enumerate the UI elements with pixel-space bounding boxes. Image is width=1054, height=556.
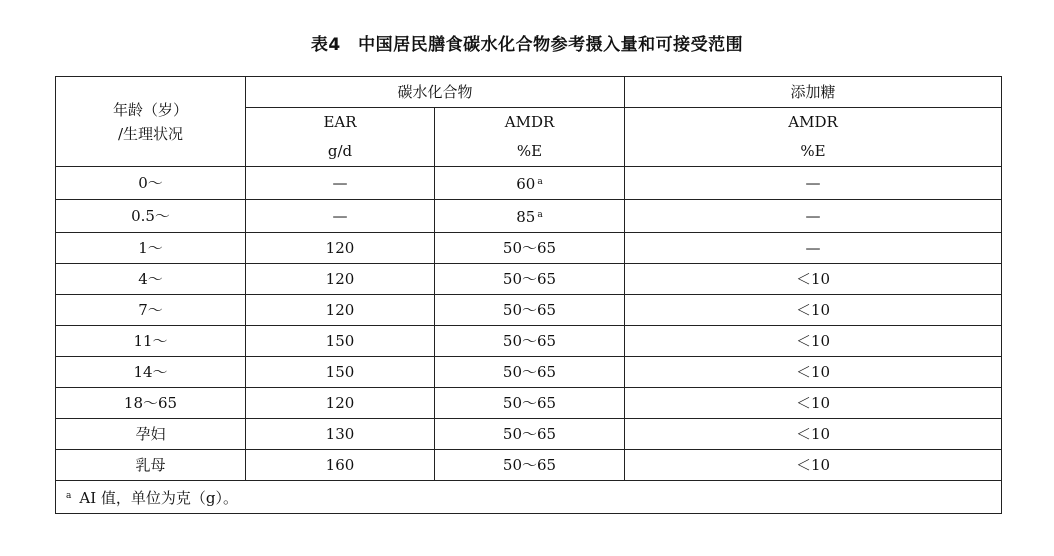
header-amdr: AMDR (435, 108, 625, 138)
amdr-cell: 50～65 (435, 419, 625, 450)
amdr-cell: 50～65 (435, 295, 625, 326)
table-row (56, 450, 1002, 481)
footnote-text: AI 值，单位为克（g）。 (79, 489, 239, 507)
age-cell: 14～ (56, 357, 246, 388)
sugar-cell: ＜10 (625, 264, 1002, 295)
amdr-cell: 50～65 (435, 326, 625, 357)
ear-cell: — (246, 200, 435, 233)
table-row (56, 357, 1002, 388)
amdr-cell: 50～65 (435, 233, 625, 264)
footnote-marker: a (66, 491, 72, 501)
ear-cell: 150 (246, 326, 435, 357)
header-age (56, 77, 246, 167)
header-sugar-amdr-unit: %E (625, 137, 1002, 167)
age-cell: 18～65 (56, 388, 246, 419)
table-row (56, 264, 1002, 295)
header-carbohydrate: 碳水化合物 (246, 77, 625, 108)
footnote-marker: a (537, 177, 543, 187)
ear-cell: 130 (246, 419, 435, 450)
table-row (56, 200, 1002, 233)
table-row (56, 295, 1002, 326)
table-title: 表4 中国居民膳食碳水化合物参考摄入量和可接受范围 (310, 35, 744, 55)
amdr-cell: 50～65 (435, 388, 625, 419)
amdr-cell (435, 167, 625, 200)
header-age-line2: /生理状况 (117, 124, 184, 143)
ear-cell: 120 (246, 388, 435, 419)
age-cell: 0～ (56, 167, 246, 200)
header-added-sugar: 添加糖 (625, 77, 1002, 108)
footnote (56, 481, 1002, 514)
ear-cell: 120 (246, 233, 435, 264)
amdr-cell: 50～65 (435, 264, 625, 295)
age-cell: 4～ (56, 264, 246, 295)
header-sugar-amdr: AMDR (625, 108, 1002, 138)
sugar-cell: — (625, 233, 1002, 264)
ear-cell: 150 (246, 357, 435, 388)
age-cell: 孕妇 (56, 419, 246, 450)
table-row (56, 326, 1002, 357)
amdr-cell: 50～65 (435, 450, 625, 481)
header-amdr-unit: %E (435, 137, 625, 167)
footnote-row (56, 481, 1002, 514)
table-row (56, 167, 1002, 200)
sugar-cell: ＜10 (625, 295, 1002, 326)
sugar-cell: ＜10 (625, 326, 1002, 357)
table-row (56, 388, 1002, 419)
header-ear: EAR (246, 108, 435, 138)
amdr-cell: 50～65 (435, 357, 625, 388)
header-ear-unit: g/d (246, 137, 435, 167)
ear-cell: 160 (246, 450, 435, 481)
amdr-cell (435, 200, 625, 233)
age-cell: 乳母 (56, 450, 246, 481)
ear-cell: 120 (246, 264, 435, 295)
age-cell: 11～ (56, 326, 246, 357)
amdr-value: 60 (516, 175, 536, 193)
sugar-cell: ＜10 (625, 419, 1002, 450)
table-row (56, 419, 1002, 450)
sugar-cell: — (625, 167, 1002, 200)
carbohydrate-intake-table (55, 76, 1002, 514)
age-cell: 0.5～ (56, 200, 246, 233)
ear-cell: — (246, 167, 435, 200)
header-age-line1: 年龄（岁） (112, 100, 188, 119)
amdr-value: 85 (516, 208, 536, 226)
sugar-cell: ＜10 (625, 450, 1002, 481)
footnote-marker: a (537, 210, 543, 220)
sugar-cell: — (625, 200, 1002, 233)
sugar-cell: ＜10 (625, 388, 1002, 419)
age-cell: 1～ (56, 233, 246, 264)
table-row (56, 233, 1002, 264)
ear-cell: 120 (246, 295, 435, 326)
age-cell: 7～ (56, 295, 246, 326)
sugar-cell: ＜10 (625, 357, 1002, 388)
